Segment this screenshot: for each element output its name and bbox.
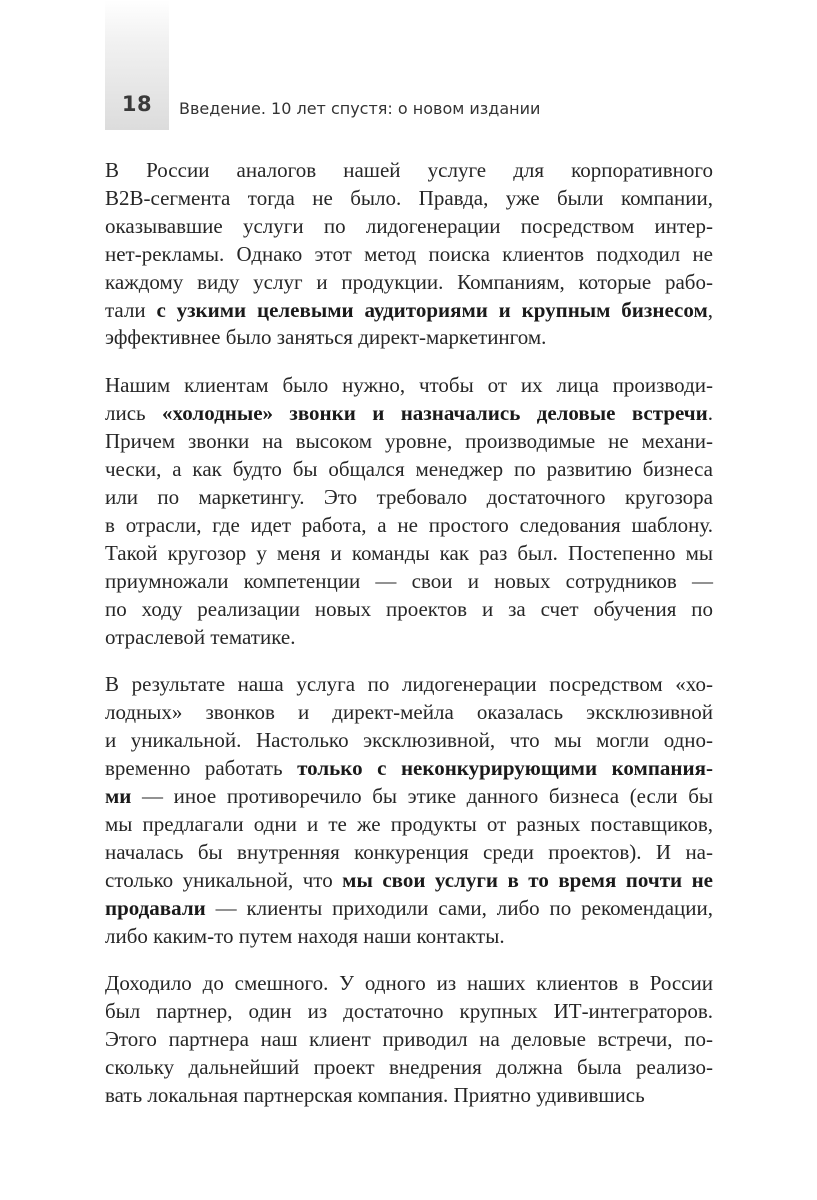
text-run: Этого партнера наш клиент приводил на деловые встречи, по- xyxy=(105,1027,713,1052)
text-line xyxy=(105,484,713,512)
bold-phrase: с узкими целевыми аудиториями и крупным бизнесом xyxy=(156,297,708,322)
text-run: В России аналогов нашей услуге для корпоративного xyxy=(105,158,713,182)
text-run: . xyxy=(707,401,713,426)
bold-phrase: продавали xyxy=(105,895,206,920)
text-line xyxy=(105,923,713,951)
running-head: Введение. 10 лет спустя: о новом издании xyxy=(179,99,541,118)
bold-phrase: ми xyxy=(105,784,132,809)
text-line xyxy=(105,895,713,923)
text-run: и уникальной. Настолько эксклюзивной, что мы могли одно- xyxy=(105,728,713,753)
text-line xyxy=(105,1082,713,1110)
text-run: отраслевой тематике. xyxy=(105,624,296,649)
text-line xyxy=(105,839,713,867)
text-run: Такой кругозор у меня и команды как раз был. Постепенно мы xyxy=(105,540,713,565)
text-line xyxy=(105,213,713,241)
text-run: либо каким-то путем находя наши контакты. xyxy=(105,923,505,948)
text-line xyxy=(105,699,713,727)
text-line xyxy=(105,1054,713,1082)
text-line xyxy=(105,867,713,895)
text-run: нет-рекламы. Однако этот метод поиска клиентов подходил не xyxy=(105,241,713,266)
text-run: В результате наша услуга по лидогенерации посредством «хо- xyxy=(105,672,713,697)
text-run: — иное противоречило бы этике данного бизнеса (если бы xyxy=(131,784,713,809)
text-run: лись xyxy=(105,401,162,426)
text-line xyxy=(105,671,713,699)
text-run: лодных» звонков и директ-мейла оказалась эксклюзивной xyxy=(105,700,713,725)
text-run: Причем звонки на высоком уровне, производимые не механи- xyxy=(105,429,713,454)
text-run: скольку дальнейший проект внедрения должна была реализо- xyxy=(105,1055,713,1080)
text-line xyxy=(105,269,713,297)
text-line xyxy=(105,1026,713,1054)
text-line xyxy=(105,970,713,998)
text-line xyxy=(105,456,713,484)
text-run: эффективнее было заняться директ-маркетингом. xyxy=(105,325,547,350)
text-run: Нашим клиентам было нужно, чтобы от их лица производи- xyxy=(105,373,713,398)
text-line xyxy=(105,185,713,213)
text-line xyxy=(105,624,713,652)
text-run: оказывавшие услуги по лидогенерации посредством интер- xyxy=(105,213,713,238)
text-run: столько уникальной, что xyxy=(105,867,343,892)
body-text xyxy=(105,157,713,1130)
text-run: мы предлагали одни и те же продукты от разных поставщиков, xyxy=(105,811,713,836)
text-line xyxy=(105,512,713,540)
text-run: приумножали компетенции — свои и новых сотрудников — xyxy=(105,568,713,593)
text-line xyxy=(105,783,713,811)
text-run: по ходу реализации новых проектов и за счет обучения по xyxy=(105,596,713,621)
text-line xyxy=(105,596,713,624)
text-line xyxy=(105,811,713,839)
text-line xyxy=(105,428,713,456)
text-run: чески, а как будто бы общался менеджер по развитию бизнеса xyxy=(105,457,713,482)
text-line xyxy=(105,568,713,596)
text-run: Доходило до смешного. У одного из наших клиентов в России xyxy=(105,971,713,996)
paragraph xyxy=(105,671,713,950)
text-run: или по маркетингу. Это требовало достаточного кругозора xyxy=(105,484,713,509)
text-line xyxy=(105,324,713,352)
text-line xyxy=(105,157,713,185)
text-run: был партнер, один из достаточно крупных ИТ-интеграторов. xyxy=(105,999,713,1024)
text-run: B2B-сегмента тогда не было. Правда, уже были компании, xyxy=(105,185,713,210)
text-run: каждому виду услуг и продукции. Компаниям, которые рабо- xyxy=(105,269,713,294)
text-run: тали xyxy=(105,297,157,322)
page-number: 18 xyxy=(121,92,153,116)
text-line xyxy=(105,755,713,783)
text-run: , xyxy=(707,297,713,322)
paragraph xyxy=(105,372,713,651)
text-run: — клиенты приходили сами, либо по рекомендации, xyxy=(205,895,713,920)
text-run: началась бы внутренняя конкуренция среди проектов). И на- xyxy=(105,839,713,864)
text-run: в отрасли, где идет работа, а не простого следования шаблону. xyxy=(105,512,713,537)
bold-phrase: «холодные» звонки и назначались деловые встречи xyxy=(162,401,708,426)
text-line xyxy=(105,400,713,428)
bold-phrase: мы свои услуги в то время почти не xyxy=(342,867,714,892)
text-line xyxy=(105,998,713,1026)
text-run: временно работать xyxy=(105,756,298,781)
paragraph xyxy=(105,970,713,1110)
text-line xyxy=(105,372,713,400)
text-line xyxy=(105,727,713,755)
text-line xyxy=(105,241,713,269)
bold-phrase: только с неконкурирующими компания- xyxy=(297,756,713,781)
text-line xyxy=(105,540,713,568)
text-run: вать локальная партнерская компания. Приятно удивившись xyxy=(105,1083,645,1108)
text-line xyxy=(105,297,713,325)
paragraph xyxy=(105,157,713,352)
